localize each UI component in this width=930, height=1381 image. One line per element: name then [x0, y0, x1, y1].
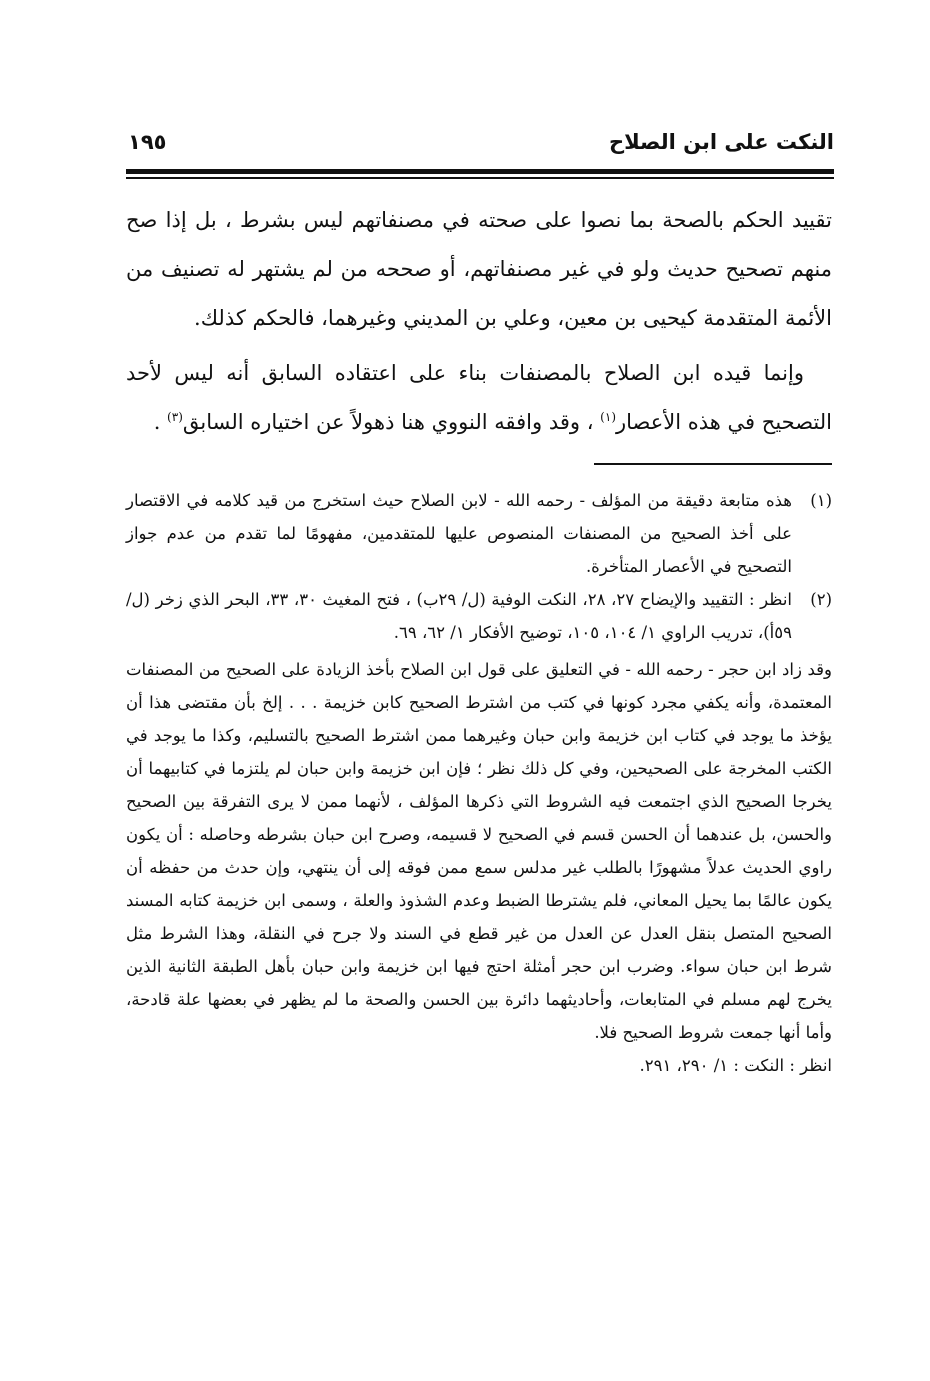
footnotes — [126, 484, 832, 1082]
paragraph-2-part-b: ، وقد وافقه النووي هنا ذهولاً عن اختياره السابق — [182, 410, 601, 434]
page-header — [128, 128, 834, 164]
header-rule-thick — [126, 169, 834, 174]
footnote-reference: انظر : النكت : ١/ ٢٩٠، ٢٩١. — [639, 1056, 832, 1075]
footnote-ref-1: (١) — [600, 410, 616, 424]
footnote-ref-3: (٣) — [167, 410, 183, 424]
footnote — [126, 583, 832, 649]
paragraph-2 — [126, 349, 832, 447]
footnote-continuation — [126, 653, 832, 1082]
page-number: ١٩٥ — [128, 130, 167, 154]
main-text — [126, 196, 832, 447]
header-rule-thin — [126, 177, 834, 179]
paragraph-2-part-c: . — [153, 410, 168, 434]
running-title: النكت على ابن الصلاح — [608, 130, 834, 154]
paragraph-1: تقييد الحكم بالصحة بما نصوا على صحته في مصنفاتهم ليس بشرط ، بل إذا صح منهم تصحيح حديث ولو في غير مصنفاتهم، أو صححه من لم يشتهر له تصنيف من الأئمة المتقدمة كيحيى بن معين، وعلي بن المديني وغيرهما، فالحكم كذلك. — [126, 208, 832, 330]
footnote-separator — [594, 463, 832, 465]
footnote-number: (٢) — [810, 590, 832, 609]
footnote — [126, 484, 832, 583]
footnote-number: (١) — [810, 491, 832, 510]
footnote-text: هذه متابعة دقيقة من المؤلف - رحمه الله - لابن الصلاح حيث استخرج من قيد كلامه في الاقتصار على أخذ الصحيح من المصنفات المنصوص عليها للمتقدمين، مفهومًا لما تقدم من عدم جواز التصحيح في الأعصار المتأخرة. — [126, 491, 792, 576]
paragraph-2-part-a: وإنما قيده ابن الصلاح بالمصنفات بناء على اعتقاده السابق أنه ليس لأحد التصحيح في هذه الأعصار — [126, 361, 832, 434]
footnote-continuation-text: وقد زاد ابن حجر - رحمه الله - في التعليق على قول ابن الصلاح بأخذ الزيادة على الصحيح من المصنفات المعتمدة، وأنه يكفي مجرد كونها في كتب من اشترط الصحيح كابن خزيمة . . . إلخ بأن مقتضى هذا أن يؤخذ ما يوجد في كتاب ابن خزيمة وابن حبان وغيرهما ممن اشترط الصحيح بالتسليم، وكذا ما يوجد في الكتب المخرجة على الصحيحين، وفي كل ذلك نظر ؛ فإن ابن خزيمة وابن حبان لم يلتزما في كتابيهما أن يخرجا الصحيح الذي اجتمعت فيه الشروط التي ذكرها المؤلف ، لأنهما ممن لا يرى التفرقة بين الصحيح والحسن، بل عندهما أن الحسن قسم في الصحيح لا قسيمه، وصرح ابن حبان بشرطه وحاصله : أن يكون راوي الحديث عدلاً مشهورًا بالطلب غير مدلس سمع ممن فوقه إلى أن ينتهي، وإن حدث من حفظه أن يكون عالمًا بما يحيل المعاني، فلم يشترطا الضبط وعدم الشذوذ والعلة ، وسمى ابن خزيمة كتابه المسند الصحيح المتصل بنقل العدل عن العدل من غير قطع في السند ولا جرح في النقلة، وهذا الشرط مثل شرط ابن حبان سواء. وضرب ابن حجر أمثلة احتج فيها ابن خزيمة وابن حبان بأهل الطبقة الثانية الذين يخرج لهم مسلم في المتابعات، وأحاديثهما دائرة بين الحسن والصحة ما لم يظهر في بعضها علة قادحة، وأما أنها جمعت شروط الصحيح فلا. — [126, 660, 832, 1042]
footnote-text: انظر : التقييد والإيضاح ٢٧، ٢٨، النكت الوفية (ل/ ٢٩ب) ، فتح المغيث ٣٠، ٣٣، البحر الذي زخر (ل/ ٥٩أ)، تدريب الراوي ١/ ١٠٤، ١٠٥، توضيح الأفكار ١/ ٦٢، ٦٩. — [126, 590, 792, 642]
